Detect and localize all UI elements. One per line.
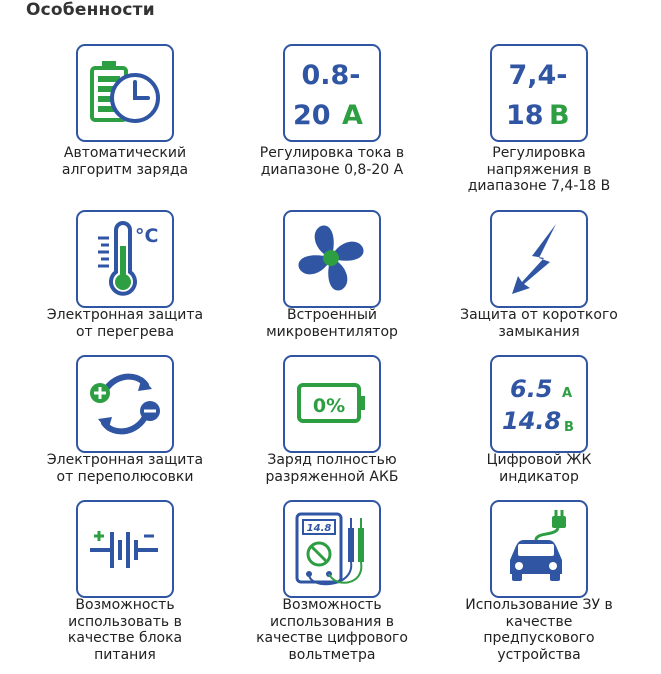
icon-text: 18: [506, 100, 544, 131]
battery-clock-icon: [76, 44, 174, 142]
feature-caption: Встроенный микровентилятор: [266, 307, 398, 340]
voltmeter-icon: [283, 500, 381, 598]
page-title: Особенности: [26, 0, 155, 20]
power-supply-icon: [76, 500, 174, 598]
feature-caption: Заряд полностью разряженной АКБ: [265, 452, 399, 485]
reverse-polarity-icon: [76, 355, 174, 453]
icon-text: 6.5: [510, 375, 553, 403]
empty-battery-icon: [283, 355, 381, 453]
icon-text: 14.8: [306, 523, 332, 534]
current-range-icon: [283, 44, 381, 142]
icon-text: B: [549, 100, 570, 131]
icon-text: 14.8: [502, 407, 562, 435]
car-charger-icon: [490, 500, 588, 598]
icon-text: A: [342, 100, 363, 131]
feature-caption: Электронная защита от перегрева: [46, 307, 204, 340]
feature-caption: Цифровой ЖК индикатор: [486, 452, 592, 485]
feature-caption: Защита от короткого замыкания: [460, 307, 618, 340]
icon-text: 0.8-: [301, 60, 361, 91]
feature-caption: Возможность использования в качестве цифрового вольтметра: [256, 597, 408, 663]
icon-text: B: [564, 420, 574, 435]
voltage-range-icon: [490, 44, 588, 142]
feature-caption: Электронная защита от переполюсовки: [46, 452, 204, 485]
lightning-icon: [490, 210, 588, 308]
icon-text: 0%: [312, 395, 346, 417]
icon-text: °C: [135, 225, 159, 247]
feature-caption: Автоматический алгоритм заряда: [61, 145, 189, 178]
fan-icon: [283, 210, 381, 308]
icon-text: 7,4-: [508, 60, 568, 91]
thermometer-icon: [76, 210, 174, 308]
icon-text: 20: [293, 100, 331, 131]
feature-caption: Регулировка тока в диапазоне 0,8-20 А: [259, 145, 405, 178]
icon-text: A: [562, 386, 573, 401]
feature-caption: Возможность использовать в качестве блока питания: [67, 597, 183, 663]
feature-caption: Использование ЗУ в качестве предпускового устройства: [465, 597, 613, 663]
lcd-display-icon: [490, 355, 588, 453]
feature-caption: Регулировка напряжения в диапазоне 7,4-18 В: [467, 145, 611, 194]
